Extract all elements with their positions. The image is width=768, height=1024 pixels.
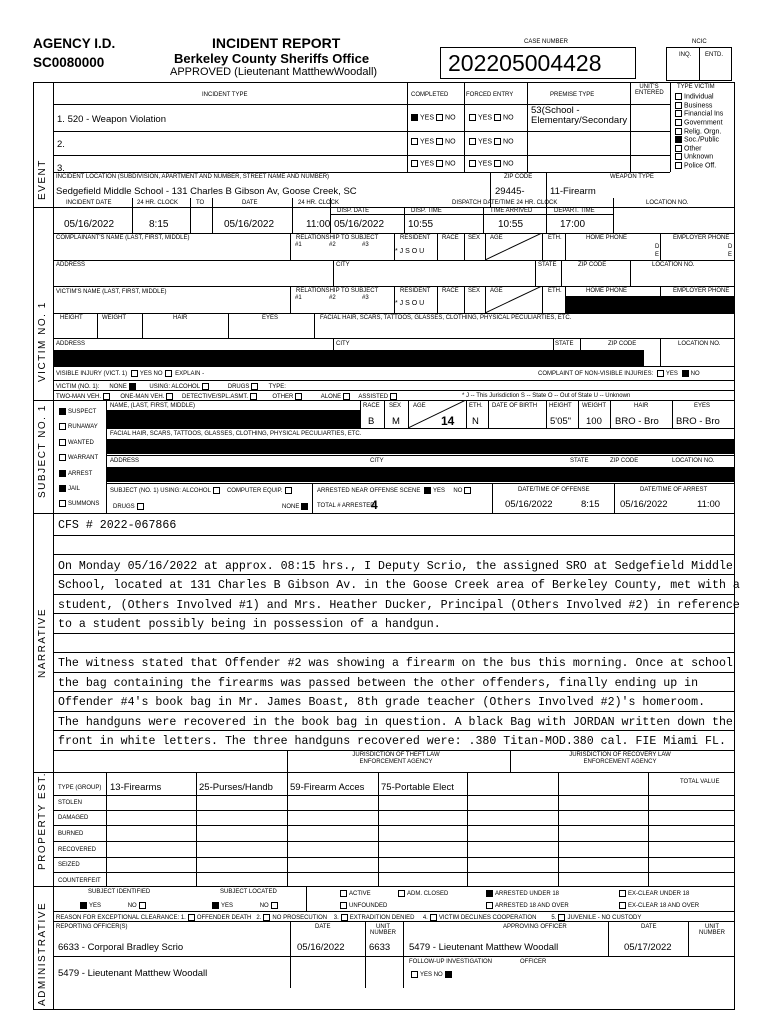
case-number: 202205004428 <box>448 50 602 76</box>
ncic-label: NCIC <box>692 39 707 45</box>
forced-entry-3[interactable]: YES NO <box>467 160 514 168</box>
subject-name-label: NAME, (LAST, FIRST, MIDDLE) <box>110 403 196 409</box>
incident-2-num: 2. <box>57 139 65 150</box>
total-value-label: TOTAL VALUE <box>680 779 720 785</box>
type-group-label: TYPE (GROUP) <box>58 785 102 791</box>
victim-type-list <box>673 93 723 171</box>
clock-label-1: 24 HR. CLOCK <box>137 200 179 206</box>
victim-type-religious[interactable]: Relig. Orgn. <box>673 128 723 137</box>
prop-row-recovered: RECOVERED <box>58 847 97 853</box>
incident-3-num: 3. <box>57 163 65 174</box>
resident-label: RESIDENT <box>400 235 431 241</box>
subject-age-slash <box>408 400 466 428</box>
subject-identified-label: SUBJECT IDENTIFIED <box>88 889 151 895</box>
home-phone-d: D <box>655 244 660 250</box>
s-sex-label: SEX <box>389 403 402 409</box>
premise-1: 53(School - Elementary/Secondary <box>531 105 628 126</box>
rel-3: #3 <box>362 242 369 248</box>
arrest-time: 11:00 <box>697 499 721 510</box>
reporting-officer: 6633 - Corporal Bradley Scrio <box>58 942 184 953</box>
subject-facial-label: FACIAL HAIR, SCARS, TATTOOS, GLASSES, CLOTHING, PHYSICAL PECULIARTIES, ETC. <box>110 431 362 437</box>
opt-arrest[interactable]: ARREST <box>57 467 99 482</box>
narrative-line-4: School, located at 131 Charles B Gibson Av. in the Goose Creek area of Berkeley County, met with a <box>58 579 740 592</box>
report-date-label: DATE <box>315 924 331 930</box>
v-state-label: STATE <box>555 341 574 347</box>
sex-label: SEX <box>468 235 481 241</box>
arrested-18-over[interactable]: ARRESTED 18 AND OVER <box>484 902 569 909</box>
incident-date: 05/16/2022 <box>64 219 115 230</box>
s-location-no-label: LOCATION NO. <box>672 458 715 464</box>
v-city-label: CITY <box>336 341 350 347</box>
v-rel-1: #1 <box>295 295 302 301</box>
victim-age-slash <box>485 286 542 313</box>
second-officer: 5479 - Lieutenant Matthew Woodall <box>58 968 208 979</box>
v-rel-3: #3 <box>362 295 369 301</box>
agency-id-label: AGENCY I.D. <box>33 36 116 51</box>
s-zip-label: ZIP CODE <box>610 458 639 464</box>
approving-officer-label: APPROVING OFFICER <box>503 924 567 930</box>
status-active[interactable]: ACTIVE <box>338 890 371 897</box>
property-type-3: 59-Firearm Acces <box>290 782 365 793</box>
offense-date: 05/16/2022 <box>505 499 553 510</box>
arrest-label: DATE/TIME OF ARREST <box>640 487 708 493</box>
non-visible-injury[interactable]: COMPLAINT OF NON-VISIBLE INJURIES: YES NO <box>538 371 700 378</box>
report-title: INCIDENT REPORT <box>212 35 341 51</box>
arrest-date: 05/16/2022 <box>620 499 668 510</box>
completed-1[interactable]: YES NO <box>409 114 456 122</box>
arrested-near-scene[interactable]: ARRESTED NEAR OFFENSE SCENE YES NO <box>317 487 473 494</box>
narrative-line-5: student, (Others Involved #1) and Mrs. Heather Ducker, Principal (Others Involved #2) in reference <box>58 599 740 612</box>
narrative-line-3: On Monday 05/16/2022 at approx. 08:15 hrs., I Deputy Scrio, the assigned SRO at Sedgefield Middle <box>58 560 733 573</box>
visible-injury[interactable]: VISIBLE INJURY (VICT. 1) YES NO EXPLAIN - <box>56 371 205 378</box>
narrative-line-1: CFS # 2022-067866 <box>58 519 177 532</box>
section-administrative: ADMINISTRATIVE <box>37 901 48 1006</box>
victim-type-society[interactable]: Soc./Public <box>673 136 723 145</box>
time-arrived-label: TIME ARRIVED <box>490 208 533 214</box>
dispatch-label: DISPATCH DATE/TIME 24 HR. CLOCK <box>452 200 558 206</box>
section-event: EVENT <box>37 159 48 200</box>
incident-location: Sedgefield Middle School - 131 Charles B Gibson Av, Goose Creek, SC <box>56 186 357 197</box>
victim-type-financial[interactable]: Financial Ins <box>673 110 723 119</box>
forced-entry-1[interactable]: YES NO <box>467 114 514 122</box>
victim-name-label: VICTIM'S NAME (LAST, FIRST, MIDDLE) <box>56 289 167 295</box>
v-resident-label: RESIDENT <box>400 288 431 294</box>
subject-age: 14 <box>441 414 455 428</box>
s-weight-label: WEIGHT <box>582 403 606 409</box>
victim-facial-label: FACIAL HAIR, SCARS, TATTOOS, GLASSES, CLOTHING, PHYSICAL PECULIARTIES, ETC. <box>320 315 572 321</box>
weapon-type: 11-Firearm <box>550 186 596 197</box>
unit-number-label: UNIT NUMBER <box>369 924 396 936</box>
property-type-4: 75-Portable Elect <box>381 782 454 793</box>
incident-time: 8:15 <box>149 219 169 230</box>
rel-1: #1 <box>295 242 302 248</box>
redacted-victim-city <box>334 350 644 366</box>
report-date: 05/16/2022 <box>297 942 345 953</box>
section-subject: SUBJECT NO. 1 <box>37 404 48 498</box>
s-eyes-label: EYES <box>694 403 711 409</box>
unit-type-row[interactable]: TWO-MAN VEH. ONE-MAN VEH. DETECTIVE/SPL.ASMT. OTHER ALONE ASSISTED <box>56 393 399 400</box>
s-hair-label: HAIR <box>634 403 649 409</box>
v-resident-jsou: * J S O U <box>395 300 425 307</box>
entd-label: ENTD. <box>705 52 723 58</box>
v-zip-label: ZIP CODE <box>608 341 637 347</box>
race-label: RACE <box>442 235 459 241</box>
hair-label: HAIR <box>173 315 188 321</box>
subject-identified[interactable]: YES NO <box>78 902 148 909</box>
victim-type-business[interactable]: Business <box>673 102 723 111</box>
v-relationship-label: RELATIONSHIP TO SUBJECT <box>296 288 379 294</box>
redacted-subject-description <box>107 439 734 454</box>
v-age-label: AGE <box>490 288 503 294</box>
emp-phone-d: D <box>728 244 733 250</box>
relationship-label: RELATIONSHIP TO SUBJECT <box>296 235 379 241</box>
narrative-line-11: The handguns were recovered in the book bag in question. A black Bag with JORDAN written down the <box>58 716 733 729</box>
time-arrived: 10:55 <box>498 219 524 230</box>
offense-label: DATE/TIME OF OFFENSE <box>518 487 590 493</box>
prop-row-seized: SEIZED <box>58 862 80 868</box>
victim-type-unknown[interactable]: Unknown <box>673 153 723 162</box>
location-label: INCIDENT LOCATION (SUBDIVISION, APARTMENT AND NUMBER, STREET NAME AND NUMBER) <box>56 174 330 180</box>
section-property: PROPERTY EST. <box>37 771 48 870</box>
eth-label: ETH. <box>548 235 562 241</box>
subject-hair: BRO - Bro <box>615 416 659 427</box>
redacted-victim-address <box>54 350 333 366</box>
approved-by: APPROVED (Lieutenant MatthewWoodall) <box>170 66 378 78</box>
subject-located[interactable]: YES NO <box>210 902 280 909</box>
depart-time: 17:00 <box>560 219 586 230</box>
property-type-2: 25-Purses/Handb <box>199 782 273 793</box>
section-narrative: NARRATIVE <box>37 608 48 678</box>
s-dob-label: DATE OF BIRTH <box>492 403 538 409</box>
weight-label: WEIGHT <box>102 315 126 321</box>
ex-clear-under-18[interactable]: EX-CLEAR UNDER 18 <box>617 890 689 897</box>
disp-time: 10:55 <box>408 219 434 230</box>
followup-label: FOLLOW-UP INVESTIGATION <box>409 959 493 965</box>
s-state-label: STATE <box>570 458 589 464</box>
emp-phone-e: E <box>728 252 733 258</box>
subject-height: 5'05" <box>550 416 572 427</box>
victim-type-other[interactable]: Other <box>673 145 723 154</box>
total-arrested-label: TOTAL # ARRESTED <box>317 503 375 509</box>
disp-date: 05/16/2022 <box>334 219 385 230</box>
narrative-line-9: the bag containing the firearms was passed between the other offenders, finally ending up in <box>58 677 699 690</box>
completed-3[interactable]: YES NO <box>409 160 456 168</box>
prop-row-stolen: STOLEN <box>58 800 82 806</box>
narrative-line-12: front in white letters. The three handguns recovered were: .380 Titan-MOD.380 cal. FIE Miami FL. <box>58 735 726 748</box>
redacted-employer-phone <box>661 296 734 313</box>
v-rel-2: #2 <box>329 295 336 301</box>
home-phone-e: E <box>655 252 660 258</box>
narrative-line-8: The witness stated that Offender #2 was showing a firearm on the bus this morning. Once at school <box>58 657 733 670</box>
completed-label: COMPLETED <box>411 92 449 98</box>
s-age-label: AGE <box>413 403 426 409</box>
s-height-label: HEIGHT <box>549 403 572 409</box>
total-arrested: 4 <box>371 498 378 512</box>
followup-officer-label: OFFICER <box>520 959 547 965</box>
opt-suspect[interactable]: SUSPECT <box>57 405 99 420</box>
status-adm-closed[interactable]: ADM. CLOSED <box>396 890 448 897</box>
depart-time-label: DEPART. TIME <box>554 208 595 214</box>
subject-weight: 100 <box>586 416 602 427</box>
to-date: 05/16/2022 <box>224 219 275 230</box>
v-race-label: RACE <box>442 288 459 294</box>
units-entered-label: UNIT'S ENTERED <box>635 84 664 96</box>
type-victim-label: TYPE VICTIM <box>677 84 715 90</box>
report-unit: 6633 <box>369 942 391 953</box>
complainant-age-slash <box>485 233 542 260</box>
opt-jail[interactable]: JAIL <box>57 482 99 497</box>
employer-phone-label: EMPLOYER PHONE <box>673 235 730 241</box>
redacted-home-phone <box>566 296 660 313</box>
opt-summons[interactable]: SUMMONS <box>57 497 99 512</box>
location-no-label: LOCATION NO. <box>646 200 689 206</box>
redacted-subject-address <box>107 467 734 482</box>
s-eth-label: ETH. <box>469 403 483 409</box>
age-label: AGE <box>490 235 503 241</box>
address-label: ADDRESS <box>56 262 86 268</box>
prop-row-burned: BURNED <box>58 831 84 837</box>
clock-label-2: 24 HR. CLOCK <box>298 200 340 206</box>
section-victim: VICTIM NO. 1 <box>37 301 48 382</box>
arrested-under-18[interactable]: ARRESTED UNDER 18 <box>484 890 559 897</box>
v-home-phone-label: HOME PHONE <box>586 288 628 294</box>
approve-date-label: DATE <box>641 924 657 930</box>
disp-date-label: DISP. DATE <box>337 208 370 214</box>
redacted-subject-name <box>107 410 360 428</box>
resident-jsou: * J S O U <box>395 248 425 255</box>
narrative-line-6: to a student possibly being in possession of a handgun. <box>58 618 441 631</box>
offense-time: 8:15 <box>581 499 600 510</box>
prop-row-counterfeit: COUNTERFEIT <box>58 878 101 884</box>
s-address-label: ADDRESS <box>110 458 140 464</box>
narrative-line-10: Offender #4's book bag in Mr. James Boast, 8th grade teacher (Others Involved #2)'s homeroom. <box>58 696 706 709</box>
victim-type-individual[interactable]: Individual <box>673 93 723 102</box>
location-no-label-c: LOCATION NO. <box>652 262 695 268</box>
rel-2: #2 <box>329 242 336 248</box>
incident-zip: 29445- <box>495 186 525 197</box>
victim-type-government[interactable]: Government <box>673 119 723 128</box>
subject-sex: M <box>392 416 400 427</box>
property-type-1: 13-Firearms <box>110 782 162 793</box>
followup-yes-no[interactable]: YES NO <box>409 971 454 978</box>
subject-none[interactable]: NONE <box>282 503 310 510</box>
agency-id: SC0080000 <box>33 55 105 70</box>
victim-type-police[interactable]: Police Off. <box>673 162 723 171</box>
subject-drugs[interactable]: DRUGS <box>113 503 146 510</box>
approve-unit-label: UNIT NUMBER <box>698 924 725 936</box>
complainant-name-label: COMPLAINANT'S NAME (LAST, FIRST, MIDDLE) <box>56 235 190 241</box>
ncic-box <box>666 47 732 81</box>
subject-race: B <box>368 416 375 427</box>
completed-2[interactable]: YES NO <box>409 138 456 146</box>
prop-row-damaged: DAMAGED <box>58 815 89 821</box>
victim-using[interactable]: VICTIM (NO. 1): NONE USING: ALCOHOL DRUGS TYPE: <box>56 384 286 391</box>
approving-officer: 5479 - Lieutenant Matthew Woodall <box>409 942 559 953</box>
forced-entry-2[interactable]: YES NO <box>467 138 514 146</box>
home-phone-label: HOME PHONE <box>586 235 628 241</box>
to-label: TO <box>196 200 205 206</box>
jurisdiction-recovery: JURISDICTION OF RECOVERY LAW ENFORCEMENT AGENCY <box>569 752 671 765</box>
zip-label: ZIP CODE <box>504 174 533 180</box>
s-race-label: RACE <box>363 403 380 409</box>
eyes-label: EYES <box>262 315 279 321</box>
state-label: STATE <box>538 262 557 268</box>
case-number-label: CASE NUMBER <box>524 39 569 45</box>
incident-1: 1. 520 - Weapon Violation <box>57 114 166 125</box>
height-label: HEIGHT <box>60 315 83 321</box>
exceptional-clearance[interactable]: REASON FOR EXCEPTIONAL CLEARANCE: 1. OFFENDER DEATH 2. NO PROSECUTION 3. EXTRADITION DENIED 4. VICTIM DECLINES COOPERATION 5. JUVENILE - NO CUSTODY <box>56 915 642 922</box>
disp-time-label: DISP. TIME <box>411 208 442 214</box>
weapon-type-label: WEAPON TYPE <box>610 174 654 180</box>
city-label: CITY <box>336 262 350 268</box>
subject-options <box>57 405 99 513</box>
subject-eyes: BRO - Bro <box>676 416 720 427</box>
s-city-label: CITY <box>370 458 384 464</box>
ex-clear-18-over[interactable]: EX-CLEAR 18 AND OVER <box>617 902 699 909</box>
v-location-no-label: LOCATION NO. <box>678 341 721 347</box>
incident-date-label: INCIDENT DATE <box>66 200 112 206</box>
subject-eth: N <box>472 416 479 427</box>
office-name: Berkeley County Sheriffs Office <box>174 51 370 66</box>
reporting-officer-label: REPORTING OFFICER(S) <box>56 924 128 930</box>
v-employer-phone-label: EMPLOYER PHONE <box>673 288 730 294</box>
premise-type-label: PREMISE TYPE <box>550 92 595 98</box>
incident-type-label: INCIDENT TYPE <box>202 92 248 98</box>
opt-warrant[interactable]: WARRANT <box>57 451 99 466</box>
date-label: DATE <box>242 200 258 206</box>
zip-label-c: ZIP CODE <box>578 262 607 268</box>
forced-entry-label: FORCED ENTRY <box>466 92 514 98</box>
v-sex-label: SEX <box>468 288 481 294</box>
v-eth-label: ETH. <box>548 288 562 294</box>
opt-wanted[interactable]: WANTED <box>57 436 99 451</box>
subject-using[interactable]: SUBJECT (NO. 1) USING: ALCOHOL COMPUTER EQUIP. <box>110 487 294 494</box>
jurisdiction-legend: * J -- This Jurisdiction S -- State O -- Out of State U -- Unknown <box>462 393 631 399</box>
subject-located-label: SUBJECT LOCATED <box>220 889 277 895</box>
jurisdiction-theft: JURISDICTION OF THEFT LAW ENFORCEMENT AGENCY <box>352 752 440 765</box>
inq-label: INQ. <box>679 52 692 58</box>
opt-runaway[interactable]: RUNAWAY <box>57 420 99 435</box>
status-unfounded[interactable]: UNFOUNDED <box>338 902 387 909</box>
approve-date: 05/17/2022 <box>624 942 672 953</box>
to-time: 11:00 <box>306 219 331 230</box>
case-number-box <box>440 47 636 79</box>
v-address-label: ADDRESS <box>56 341 86 347</box>
